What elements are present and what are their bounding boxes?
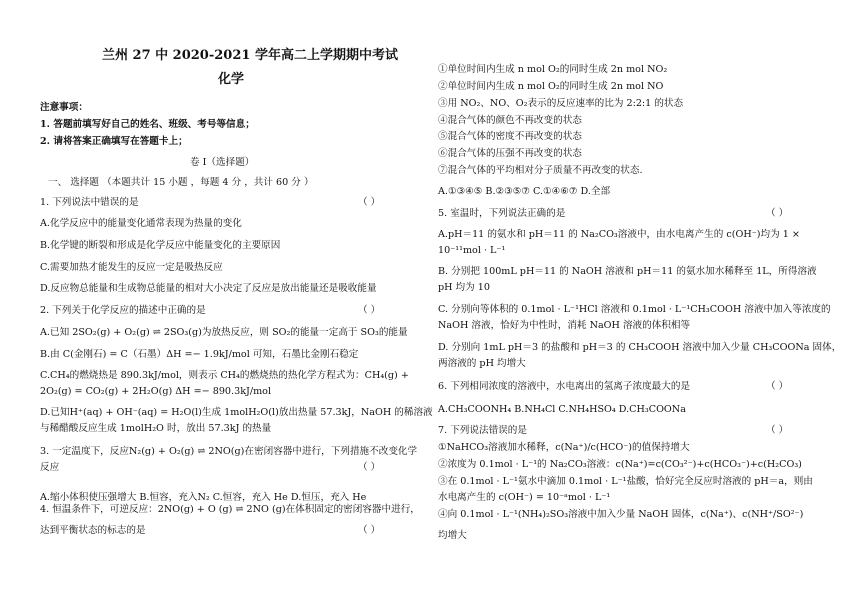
q1-answer-blank: （ ） (358, 197, 381, 208)
q7-item-3-line1: ③在 0.1mol · L⁻¹氨水中滴加 0.1mol · L⁻¹盐酸，恰好完全反应时溶液的 pH＝a，则由 (438, 476, 813, 487)
exam-subject: 化学 (218, 72, 245, 87)
q4-item-4: ④混合气体的颜色不再改变的状态 (438, 115, 582, 126)
q2-option-d-line2: 与稀醋酸反应生成 1molH₂O 时，放出 57.3kJ 的热量 (40, 423, 272, 434)
q5-option-a-line1: A.pH＝11 的氨水和 pH＝11 的 Na₂CO₃溶液中，由水电离产生的 c(OH⁻)均为 1 × (438, 229, 800, 240)
q5-answer-blank: （ ） (766, 208, 789, 219)
q5-option-c-line2: NaOH 溶液，恰好为中性时，消耗 NaOH 溶液的体积相等 (438, 320, 691, 331)
q7-item-2: ②浓度为 0.1mol · L⁻¹的 Na₂CO₃溶液：c(Na⁺)=c(CO₃²⁻)+c(HCO₃⁻)+c(H₂CO₃) (438, 459, 802, 470)
q3-options: A.缩小体积使压强增大 B.恒容，充入N₂ C.恒容，充入 He D.恒压，充入 He (40, 492, 367, 503)
q4-item-2: ②单位时间内生成 n mol O₂的同时生成 2n mol NO (438, 81, 664, 92)
q7-item-1: ①NaHCO₃溶液加水稀释，c(Na⁺)/c(HCO⁻)的值保持增大 (438, 442, 690, 453)
q5-option-c-line1: C. 分别向等体积的 0.1mol · L⁻¹HCl 溶液和 0.1mol · L⁻¹CH₃COOH 溶液中加入等浓度的 (438, 304, 831, 315)
q7-item-4-line1: ④向 0.1mol · L⁻¹(NH₄)₂SO₃溶液中加入少量 NaOH 固体，c(Na⁺)、c(NH⁺/SO²⁻) (438, 509, 804, 520)
q5-option-b-line1: B. 分别把 100mL pH＝11 的 NaOH 溶液和 pH＝11 的氨水加水稀释至 1L，所得溶液 (438, 266, 817, 277)
q4-item-5: ⑤混合气体的密度不再改变的状态 (438, 131, 582, 142)
q4-stem-line1: 4. 恒温条件下，可逆反应：2NO(g) + O (g) ⇌ 2NO (g)在体积固定的密闭容器中进行， (40, 504, 420, 515)
q2-option-b: B.由 C(金刚石) = C（石墨）ΔH =− 1.9kJ/mol 可知，石墨比金刚石稳定 (40, 349, 359, 360)
exam-title: 兰州 27 中 2020-2021 学年高二上学期期中考试 (102, 48, 398, 63)
q6-stem: 6. 下列相同浓度的溶液中，水电离出的氢离子浓度最大的是 (438, 381, 691, 392)
q2-answer-blank: （ ） (358, 305, 381, 316)
q1-option-b: B.化学键的断裂和形成是化学反应中能量变化的主要原因 (40, 240, 281, 251)
volume-heading: 卷 I（选择题） (190, 157, 255, 168)
q7-stem: 7. 下列说法错误的是 (438, 425, 527, 436)
q2-option-d-line1: D.已知H⁺(aq) + OH⁻(aq) = H₂O(l)生成 1molH₂O(l)放出热量 57.3kJ，NaOH 的稀溶液 (40, 407, 433, 418)
q2-option-a: A.已知 2SO₂(g) + O₂(g) ⇌ 2SO₃(g)为放热反应，则 SO₂的能量一定高于 SO₃的能量 (40, 327, 408, 338)
q5-stem: 5. 室温时，下列说法正确的是 (438, 208, 566, 219)
q7-answer-blank: （ ） (766, 425, 789, 436)
q5-option-a-line2: 10⁻¹¹mol · L⁻¹ (438, 245, 506, 256)
q6-options: A.CH₃COONH₄ B.NH₄Cl C.NH₄HSO₄ D.CH₃COONa (438, 404, 686, 415)
q4-answer-blank: （ ） (358, 525, 381, 536)
q4-item-7: ⑦混合气体的平均相对分子质量不再改变的状态. (438, 165, 643, 176)
q1-option-d: D.反应物总能量和生成物总能量的相对大小决定了反应是放出能量还是吸收能量 (40, 283, 377, 294)
notice-item-1: 1. 答题前填写好自己的姓名、班级、考号等信息； (40, 119, 255, 130)
q5-option-d-line1: D. 分别向 1mL pH＝3 的盐酸和 pH＝3 的 CH₃COOH 溶液中加入少量 CH₃COONa 固体， (438, 342, 842, 353)
q3-answer-blank: （ ） (358, 462, 381, 473)
q1-option-c: C.需要加热才能发生的反应一定是吸热反应 (40, 262, 223, 273)
q4-stem-line2: 达到平衡状态的标志的是 (40, 525, 146, 536)
q4-item-6: ⑥混合气体的压强不再改变的状态 (438, 148, 582, 159)
q7-item-3-line2: 水电离产生的 c(OH⁻) = 10⁻ᵃmol · L⁻¹ (438, 492, 611, 503)
q7-item-4-line2: 均增大 (438, 530, 467, 541)
q6-answer-blank: （ ） (766, 381, 789, 392)
q2-option-c-line1: C.CH₄的燃烧热是 890.3kJ/mol，则表示 CH₄的燃烧热的热化学方程式为：CH₄(g) + (40, 370, 409, 381)
q4-item-1: ①单位时间内生成 n mol O₂的同时生成 2n mol NO₂ (438, 64, 668, 75)
q2-stem: 2. 下列关于化学反应的描述中正确的是 (40, 305, 206, 316)
q2-option-c-line2: 2O₂(g) = CO₂(g) + 2H₂O(g) ΔH =− 890.3kJ/mol (40, 386, 272, 397)
q5-option-b-line2: pH 均为 10 (438, 282, 491, 293)
q3-stem-line2: 反应 (40, 462, 60, 473)
q3-stem-line1: 3. 一定温度下，反应N₂(g) + O₂(g) ⇌ 2NO(g)在密闭容器中进行，下列措施不改变化学 (40, 446, 418, 457)
notice-heading: 注意事项： (40, 102, 88, 113)
q4-item-3: ③用 NO₂、NO、O₂表示的反应速率的比为 2:2:1 的状态 (438, 98, 684, 109)
q1-option-a: A.化学反应中的能量变化通常表现为热量的变化 (40, 218, 242, 229)
notice-item-2: 2. 请将答案正确填写在答题卡上； (40, 136, 188, 147)
q1-stem: 1. 下列说法中错误的是 (40, 197, 139, 208)
q4-options: A.①③④⑤ B.②③⑤⑦ C.①④⑥⑦ D.全部 (438, 186, 611, 197)
section-heading: 一、 选择题 （本题共计 15 小题 ，每题 4 分 ，共计 60 分 ） (48, 177, 314, 188)
q5-option-d-line2: 两溶液的 pH 均增大 (438, 358, 526, 369)
